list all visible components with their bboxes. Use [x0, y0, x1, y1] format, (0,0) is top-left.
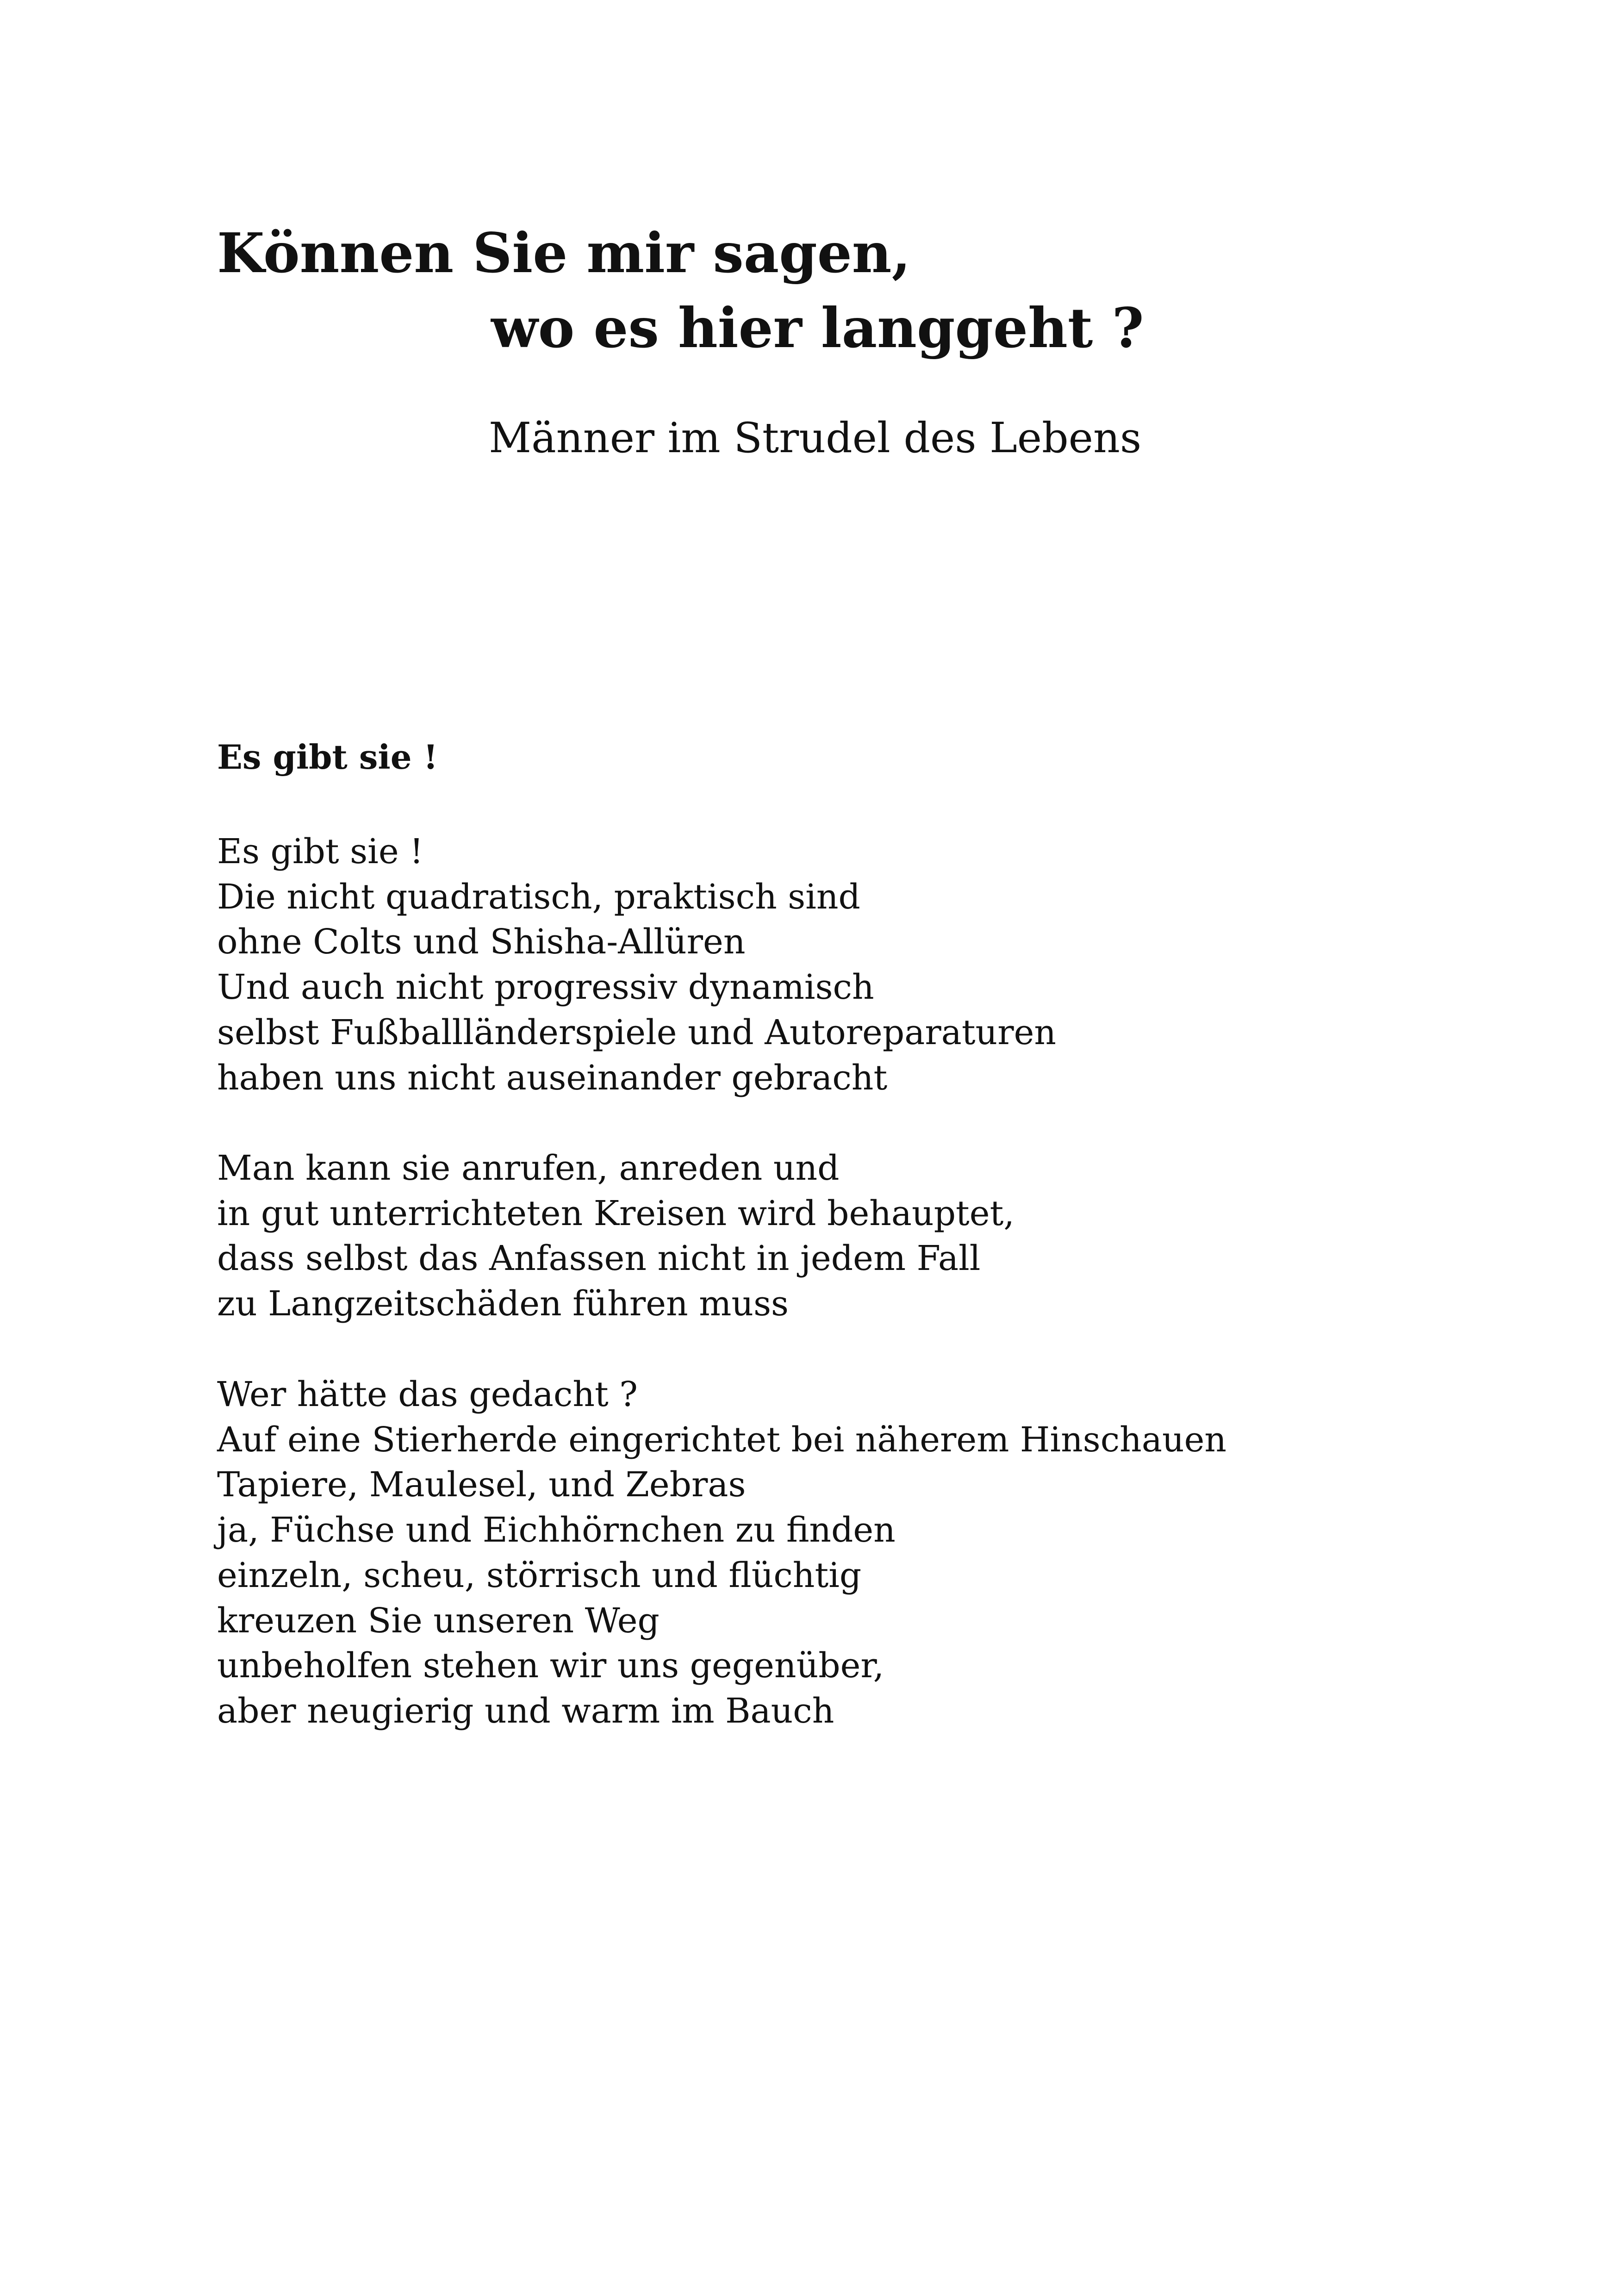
verse-line: Und auch nicht progressiv dynamisch — [217, 967, 874, 1008]
subtitle: Männer im Strudel des Lebens — [489, 414, 1142, 462]
stanza-3 — [217, 1372, 1226, 1734]
verse-line: Wer hätte das gedacht ? — [217, 1375, 638, 1414]
verse-line: Auf eine Stierherde eingerichtet bei näherem Hinschauen — [217, 1419, 1227, 1460]
poem-heading: Es gibt sie ! — [217, 737, 438, 777]
verse-line: ja, Füchse und Eichhörnchen zu finden — [217, 1510, 896, 1550]
title-line-2: wo es hier langgeht ? — [491, 296, 1144, 360]
verse-line: Es gibt sie ! — [217, 832, 423, 871]
stanza-1 — [217, 829, 1056, 1101]
verse-line: aber neugierig und warm im Bauch — [217, 1691, 834, 1731]
verse-line: einzeln, scheu, störrisch und flüchtig — [217, 1555, 862, 1595]
verse-line: ohne Colts und Shisha-Allüren — [217, 922, 746, 962]
verse-line: unbeholfen stehen wir uns gegenüber, — [217, 1646, 884, 1686]
verse-line: selbst Fußballländerspiele und Autoreparaturen — [217, 1012, 1057, 1052]
verse-line: Tapiere, Maulesel, und Zebras — [217, 1465, 746, 1505]
verse-line: in gut unterrichteten Kreisen wird behauptet, — [217, 1193, 1014, 1233]
verse-line: Die nicht quadratisch, praktisch sind — [217, 877, 860, 917]
verse-line: dass selbst das Anfassen nicht in jedem Fall — [217, 1238, 981, 1279]
verse-line: Man kann sie anrufen, anreden und — [217, 1148, 840, 1188]
stanza-2 — [217, 1146, 1014, 1327]
verse-line: zu Langzeitschäden führen muss — [217, 1284, 789, 1324]
title-line-1: Können Sie mir sagen, — [217, 221, 911, 285]
verse-line: kreuzen Sie unseren Weg — [217, 1600, 660, 1641]
verse-line: haben uns nicht auseinander gebracht — [217, 1058, 888, 1098]
